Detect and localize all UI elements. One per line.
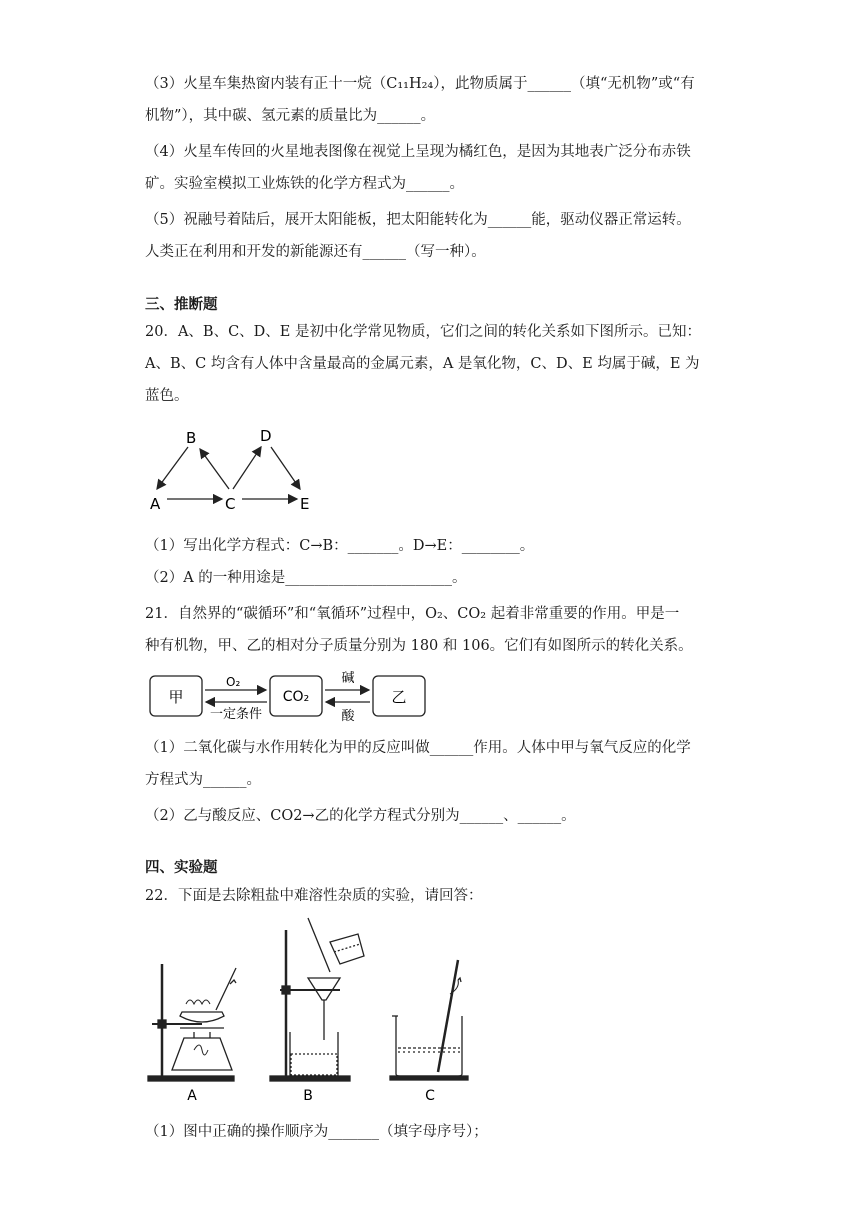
- apparatus-c-dissolving: [390, 960, 468, 1080]
- q21-sub2: （2）乙与酸反应、CO2→乙的化学方程式分别为______、______。: [145, 808, 576, 824]
- label-a: A: [187, 1088, 197, 1104]
- q22-stem: 22．下面是去除粗盐中难溶性杂质的实验，请回答：: [145, 888, 483, 904]
- q19-part4-line1: （4）火星车传回的火星地表图像在视觉上呈现为橘红色，是因为其地表广泛分布赤铁: [145, 144, 691, 160]
- q21-sub1-line1: （1）二氧化碳与水作用转化为甲的反应叫做______作用。人体中甲与氧气反应的化学: [145, 740, 691, 756]
- label-acid: 酸: [341, 709, 355, 724]
- node-d: D: [260, 427, 272, 445]
- label-co2: CO₂: [282, 689, 310, 705]
- q19-part5-line1: （5）祝融号着陆后，展开太阳能板，把太阳能转化为______能，驱动仪器正常运转。: [145, 212, 691, 228]
- label-condition: 一定条件: [209, 707, 263, 722]
- node-e: E: [300, 495, 310, 513]
- label-b: B: [303, 1088, 313, 1104]
- arrow-b-to-a: [157, 447, 188, 489]
- q21-stem-line2: 种有机物，甲、乙的相对分子质量分别为 180 和 106。它们有如图所示的转化关系。: [145, 638, 693, 654]
- label-c: C: [425, 1088, 435, 1104]
- q20-sub1: （1）写出化学方程式：C→B：_______。D→E：________。: [145, 538, 535, 554]
- arrow-c-to-d: [233, 447, 261, 489]
- q20-stem-line3: 蓝色。: [145, 388, 189, 404]
- apparatus-b-filtration: [270, 918, 364, 1081]
- section-heading-experiment: 四、实验题: [145, 860, 218, 876]
- node-c: C: [225, 495, 236, 513]
- q19-part3-line1: （3）火星车集热窗内装有正十一烷（C₁₁H₂₄），此物质属于______（填“无机物”或“有: [145, 76, 695, 92]
- q20-transformation-diagram: [140, 425, 330, 517]
- q20-stem-line2: A、B、C 均含有人体中含量最高的金属元素，A 是氧化物，C、D、E 均属于碱，E 为: [145, 356, 700, 372]
- label-jia: 甲: [168, 688, 184, 706]
- q22-sub1: （1）图中正确的操作顺序为_______（填字母序号）；: [145, 1124, 488, 1140]
- q21-stem-line1: 21．自然界的“碳循环”和“氧循环”过程中，O₂、CO₂ 起着非常重要的作用。甲是一: [145, 606, 680, 622]
- q21-conversion-diagram: [145, 664, 435, 724]
- label-o2: O₂: [226, 675, 241, 689]
- q20-sub2: （2）A 的一种用途是_______________________。: [145, 570, 467, 586]
- q22-apparatus-figure: [140, 912, 480, 1112]
- q20-stem-line1: 20．A、B、C、D、E 是初中化学常见物质，它们之间的转化关系如下图所示。已知：: [145, 324, 701, 340]
- q19-part3-line2: 机物”），其中碳、氢元素的质量比为______。: [145, 108, 436, 124]
- section-heading-inference: 三、推断题: [145, 297, 218, 313]
- label-yi: 乙: [391, 688, 407, 706]
- q19-part4-line2: 矿。实验室模拟工业炼铁的化学方程式为______。: [145, 176, 464, 192]
- apparatus-a-evaporation: [148, 964, 236, 1081]
- q19-part5-line2: 人类正在利用和开发的新能源还有______（写一种）。: [145, 244, 486, 260]
- node-b: B: [186, 429, 197, 447]
- arrow-c-to-b: [200, 449, 229, 489]
- label-base: 碱: [341, 671, 355, 686]
- node-a: A: [150, 495, 161, 513]
- q21-sub1-line2: 方程式为______。: [145, 772, 261, 788]
- arrow-d-to-e: [271, 447, 300, 489]
